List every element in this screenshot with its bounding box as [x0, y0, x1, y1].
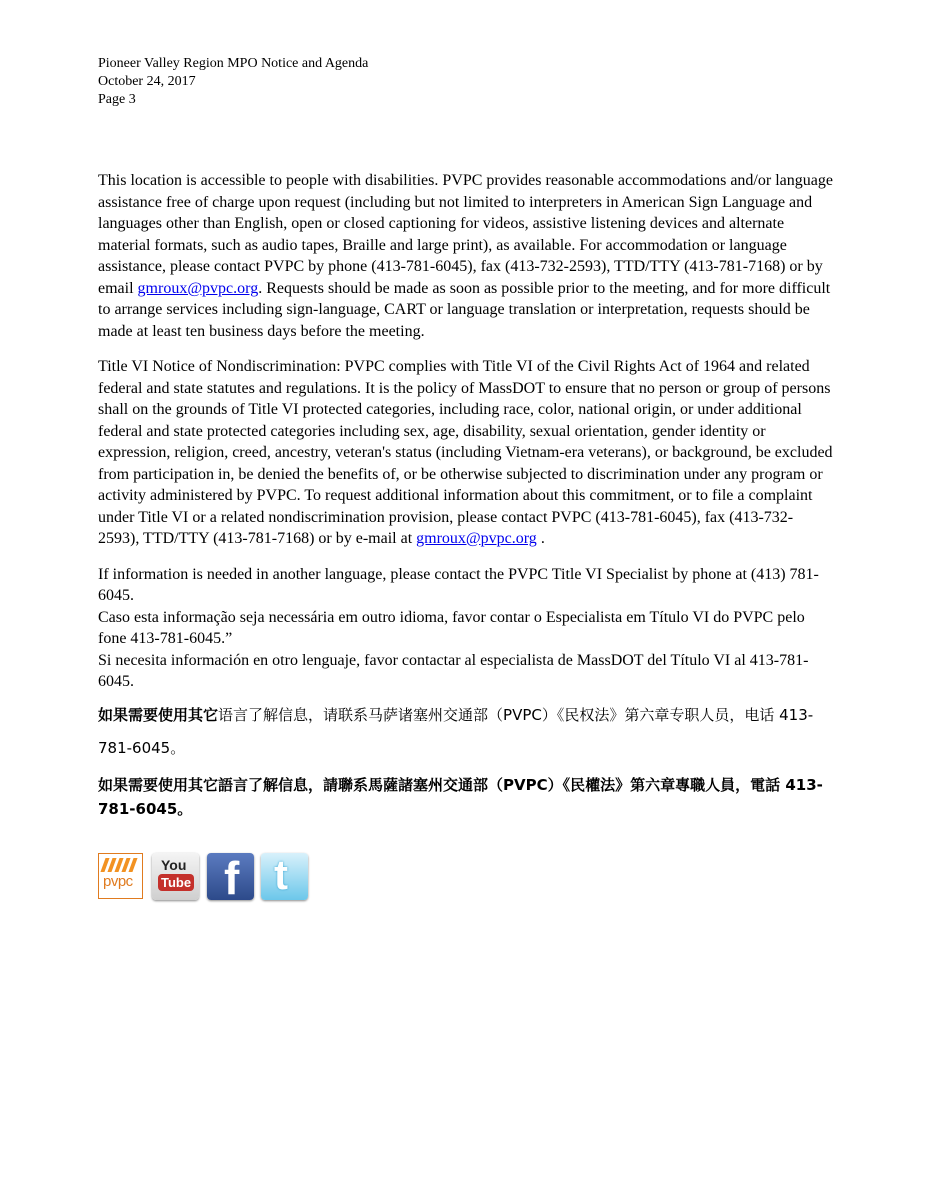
document-body	[98, 170, 833, 829]
header-date: October 24, 2017	[98, 74, 196, 89]
twitter-icon[interactable]: t	[261, 853, 308, 900]
youtube-icon[interactable]: You Tube	[152, 853, 199, 900]
header-title: Pioneer Valley Region MPO Notice and Agenda	[98, 56, 369, 71]
title-vi-paragraph: Title VI Notice of Nondiscrimination: PVPC complies with Title VI of the Civil Rights Act of 1964 and related federal and state statutes and regulations. It is the policy of MassDOT to ensure that no person or group of persons shall on the grounds of Title VI protected categories, including race, color, national origin, or under additional federal and state protected categories including sex, age, disability, sexual orientation, gender identity or expression, religion, creed, ancestry, veteran's status (including Vietnam-era veterans), or background, be excluded from participation in, be denied the benefits of, or be otherwise subjected to discrimination under any program or activity administered by PVPC. To request additional information about this commitment, or to file a complaint under Title VI or a related nondiscrimination provision, please contact PVPC (413-781-6045), fax (413-732-2593), TTD/TTY (413-781-7168) or by e-mail at gmroux@pvpc.org .	[98, 358, 833, 547]
language-assistance-block	[98, 564, 833, 693]
pvpc-logo-icon[interactable]: pvpc	[98, 853, 143, 899]
chinese-simplified-notice: 如果需要使用其它语言了解信息，请联系马萨诸塞州交通部（PVPC）《民权法》第六章专职人员，电话 413-781-6045。	[98, 705, 814, 757]
english-notice: If information is needed in another language, please contact the PVPC Title VI Specialist by phone at (413) 781-6045.	[98, 565, 819, 604]
accessibility-paragraph: This location is accessible to people with disabilities. PVPC provides reasonable accommodations and/or language assistance free of charge upon request (including but not limited to interpreters in American Sign Language and languages other than English, open or closed captioning for videos, assistive listening devices and alternate material formats, such as audio tapes, Braille and large print), as available. For accommodation or language assistance, please contact PVPC by phone (413-781-6045), fax (413-732-2593), TTD/TTY (413-781-7168) or by email gmroux@pvpc.org. Requests should be made as soon as possible prior to the meeting, and for more difficult to arrange services including sign-language, CART or language translation or interpretation, requests should be made at least ten business days before the meeting.	[98, 172, 833, 340]
portuguese-notice: Caso esta informação seja necessária em outro idioma, favor contar o Especialista em Título VI do PVPC pelo fone 413-781-6045.”	[98, 608, 805, 647]
spanish-notice: Si necesita información en otro lenguaje, favor contactar al especialista de MassDOT del Título VI al 413-781-6045.	[98, 651, 809, 690]
header-page-number: Page 3	[98, 92, 136, 107]
page-header	[98, 55, 368, 109]
chinese-traditional-notice: 如果需要使用其它語言了解信息，請聯系馬薩諸塞州交通部（PVPC）《民權法》第六章專職人員，電話 413-781-6045。	[98, 775, 823, 818]
email-link[interactable]: gmroux@pvpc.org	[137, 279, 259, 297]
email-link[interactable]: gmroux@pvpc.org	[416, 530, 537, 547]
facebook-icon[interactable]: f	[207, 853, 254, 900]
